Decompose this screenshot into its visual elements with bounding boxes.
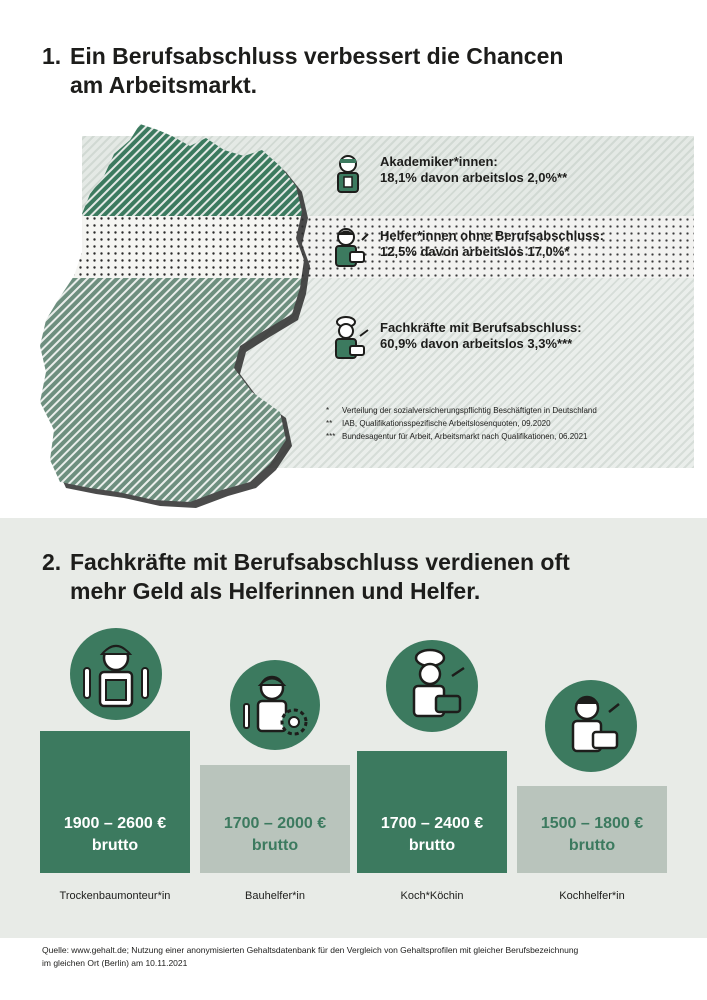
footnotes	[326, 404, 696, 443]
footnote-2	[326, 417, 696, 430]
footnote-3-mark: ***	[326, 432, 336, 441]
section1-title	[42, 42, 662, 100]
job-3-range: 1700 – 2400 €	[380, 815, 484, 832]
source-line1: Quelle: www.gehalt.de; Nutzung einer anonymisierten Gehaltsdatenbank für den Vergleich von Gehaltsprofilen mit gleicher Berufsbezeichnung	[42, 945, 579, 955]
skilled-title: Fachkräfte mit Berufsabschluss:	[380, 320, 582, 335]
job-4-range: 1500 – 1800 €	[540, 815, 644, 832]
job-4-label: Kochhelfer*in	[559, 890, 625, 902]
footnote-2-mark: **	[326, 419, 333, 428]
footnote-3-text: Bundesagentur für Arbeit, Arbeitsmarkt nach Qualifikationen, 06.2021	[342, 432, 588, 441]
chef-icon	[326, 316, 370, 360]
section1-title-line2: am Arbeitsmarkt.	[70, 72, 258, 98]
kitchen-helper-icon	[545, 680, 637, 772]
footnote-3	[326, 430, 696, 443]
job-1-unit: brutto	[91, 837, 139, 854]
job-1-circle	[70, 628, 162, 720]
footnote-1-text: Verteilung der sozialversicherungspflichtig Beschäftigten in Deutschland	[342, 406, 597, 415]
academics-title: Akademiker*innen:	[380, 154, 498, 169]
graduate-icon	[326, 150, 370, 194]
helpers-title: Helfer*innen ohne Berufsabschluss:	[380, 228, 604, 243]
source-note	[42, 944, 667, 970]
job-1-range: 1900 – 2600 €	[63, 815, 167, 832]
job-1-label: Trockenbaumonteur*in	[59, 890, 171, 902]
job-2-range: 1700 – 2000 €	[223, 815, 327, 832]
job-2-label: Bauhelfer*in	[245, 890, 305, 902]
job-2-bar	[200, 765, 350, 873]
job-3-bar	[357, 751, 507, 873]
job-3-label: Koch*Köchin	[400, 890, 464, 902]
footnote-2-text: IAB, Qualifikationsspezifische Arbeitslosenquoten, 09.2020	[342, 419, 551, 428]
germany-map	[0, 110, 320, 510]
footnote-1-mark: *	[326, 406, 330, 415]
job-3-unit: brutto	[408, 837, 456, 854]
job-4-unit: brutto	[568, 837, 616, 854]
section1-title-line1: Ein Berufsabschluss verbessert die Chancen	[70, 43, 564, 69]
section2-title	[42, 548, 682, 606]
section2-title-line2: mehr Geld als Helferinnen und Helfer.	[70, 578, 481, 604]
job-4-bar	[517, 786, 667, 873]
footnote-1	[326, 404, 696, 417]
section2-number: 2.	[42, 549, 62, 575]
helper-cook-icon	[326, 224, 370, 268]
job-1-bar	[40, 731, 190, 873]
section1-number: 1.	[42, 43, 62, 69]
helpers-stats: 12,5% davon arbeitslos 17,0%*	[380, 244, 570, 259]
skilled-stats: 60,9% davon arbeitslos 3,3%***	[380, 336, 573, 351]
construction-helper-icon	[230, 660, 320, 750]
chef-icon	[386, 640, 478, 732]
section2-title-line1: Fachkräfte mit Berufsabschluss verdienen oft	[70, 549, 570, 575]
job-3-circle	[386, 640, 478, 732]
academics-stats: 18,1% davon arbeitslos 2,0%**	[380, 170, 568, 185]
drywall-worker-icon	[70, 628, 162, 720]
job-4-circle	[545, 680, 637, 772]
source-line2: im gleichen Ort (Berlin) am 10.11.2021	[42, 958, 188, 968]
job-2-circle	[230, 660, 320, 750]
job-2-unit: brutto	[251, 837, 299, 854]
